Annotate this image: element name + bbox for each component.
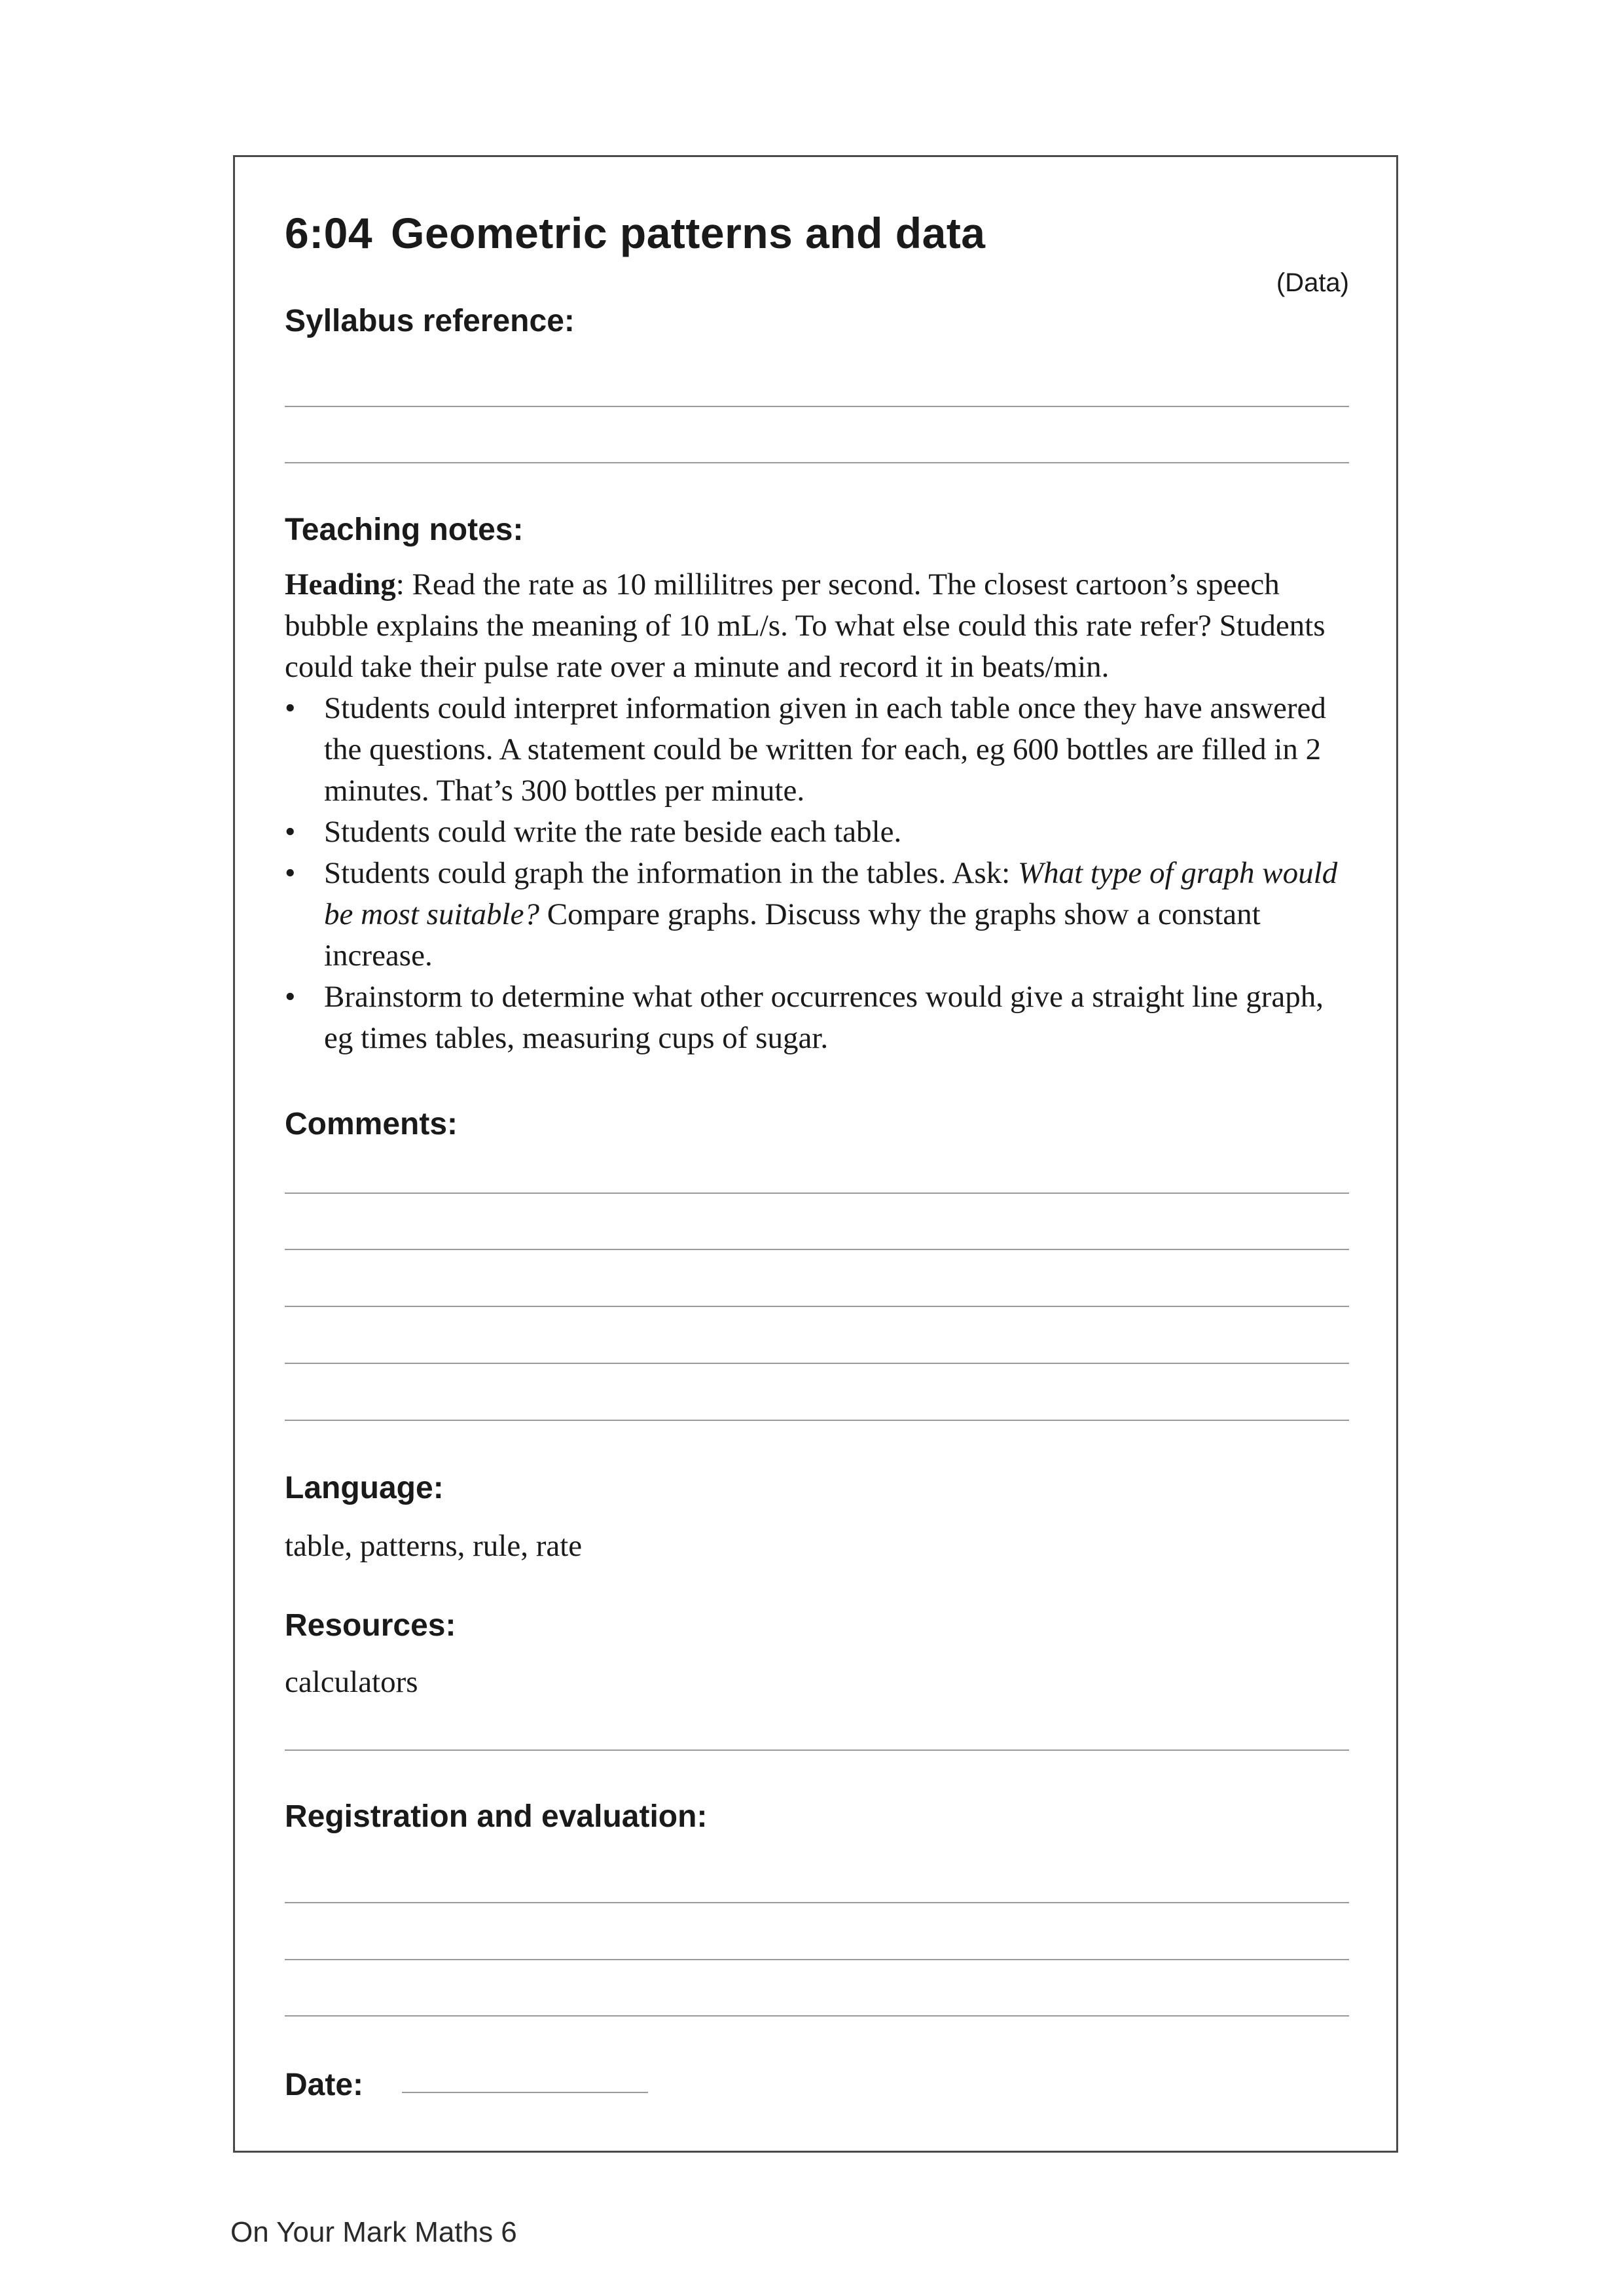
list-item-text-before: Students could graph the information in the tables. Ask: bbox=[324, 856, 1018, 890]
teaching-notes-heading: Teaching notes: bbox=[285, 512, 524, 547]
worksheet-frame bbox=[233, 155, 1398, 2153]
resources-heading: Resources: bbox=[285, 1608, 456, 1643]
list-item-question: What type of graph would be most suitable? bbox=[324, 856, 1338, 931]
page-footer: On Your Mark Maths 6 bbox=[230, 2216, 517, 2248]
bullet-glyph: • bbox=[285, 691, 296, 725]
page-title bbox=[285, 208, 986, 258]
bullet-glyph: • bbox=[285, 856, 296, 890]
comments-write-line bbox=[285, 1249, 1349, 1250]
teaching-notes-list bbox=[285, 688, 1358, 1059]
syllabus-write-line bbox=[285, 462, 1349, 463]
comments-write-line bbox=[285, 1363, 1349, 1364]
teaching-notes-intro bbox=[285, 564, 1358, 688]
resources-text: calculators bbox=[285, 1665, 418, 1699]
comments-heading: Comments: bbox=[285, 1107, 458, 1141]
bullet-glyph: • bbox=[285, 815, 296, 849]
intro-text: : Read the rate as 10 millilitres per second. The closest cartoon’s speech bubble explains the meaning of 10 mL/s. To what else could this rate refer? Students could take their pulse rate over a minute and record it in beats/min. bbox=[285, 567, 1326, 684]
registration-write-line bbox=[285, 1902, 1349, 1903]
list-item-text: Students could write the rate beside each table. bbox=[324, 815, 902, 849]
resources-write-line bbox=[285, 1749, 1349, 1751]
registration-write-line bbox=[285, 2015, 1349, 2017]
strand-tag: (Data) bbox=[1276, 268, 1349, 297]
comments-write-line bbox=[285, 1193, 1349, 1194]
list-item-text: Students could interpret information given in each table once they have answered the questions. A statement could be written for each, eg 600 bottles are filled in 2 minutes. That’s 300 bottles per minute. bbox=[324, 691, 1326, 808]
intro-bold-label: Heading bbox=[285, 567, 396, 601]
list-item bbox=[285, 853, 1358, 977]
date-write-line bbox=[402, 2092, 648, 2093]
syllabus-write-line bbox=[285, 406, 1349, 407]
syllabus-heading: Syllabus reference: bbox=[285, 304, 575, 338]
list-item-text-after: Compare graphs. Discuss why the graphs show a constant increase. bbox=[324, 897, 1261, 973]
lesson-number: 6:04 bbox=[285, 209, 373, 257]
list-item-text: Brainstorm to determine what other occurrences would give a straight line graph, eg times tables, measuring cups of sugar. bbox=[324, 980, 1324, 1055]
registration-write-line bbox=[285, 1959, 1349, 1960]
date-label: Date: bbox=[285, 2068, 364, 2102]
list-item bbox=[285, 812, 1358, 853]
list-item bbox=[285, 688, 1358, 812]
language-text: table, patterns, rule, rate bbox=[285, 1529, 583, 1563]
comments-write-line bbox=[285, 1306, 1349, 1307]
teaching-notes-body bbox=[285, 564, 1358, 1059]
bullet-glyph: • bbox=[285, 980, 296, 1014]
language-heading: Language: bbox=[285, 1471, 444, 1505]
registration-heading: Registration and evaluation: bbox=[285, 1799, 708, 1834]
list-item bbox=[285, 977, 1358, 1059]
comments-write-line bbox=[285, 1420, 1349, 1421]
lesson-title: Geometric patterns and data bbox=[391, 209, 986, 257]
